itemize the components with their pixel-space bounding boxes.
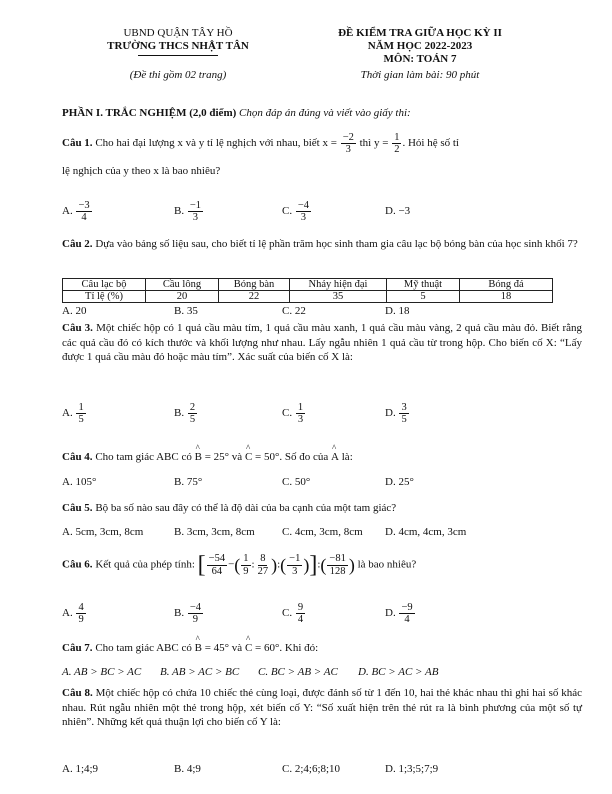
q4-option-d[interactable]: D. 25° bbox=[385, 476, 414, 488]
q5-option-b[interactable]: B. 3cm, 3cm, 8cm bbox=[174, 526, 255, 538]
table-cell: 18 bbox=[460, 291, 553, 303]
q6-option-a[interactable]: A. $\frac{4}{9}$ bbox=[62, 602, 84, 626]
q4-label: Câu 4. bbox=[62, 451, 93, 463]
q7-option-d[interactable]: D. BC > AC > AB bbox=[358, 666, 439, 678]
q5-option-c[interactable]: C. 4cm, 3cm, 8cm bbox=[282, 526, 363, 538]
subject: MÔN: TOÁN 7 bbox=[383, 53, 457, 65]
q7-option-a[interactable]: A. AB > BC > AC bbox=[62, 666, 142, 678]
q1-option-b[interactable]: B. $\frac{-1}{3}$ bbox=[174, 200, 202, 224]
q2-option-d[interactable]: D. 18 bbox=[385, 305, 410, 317]
duration: Thời gian làm bài: 90 phút bbox=[360, 69, 480, 81]
q2-option-a[interactable]: A. 20 bbox=[62, 305, 87, 317]
table-header-row bbox=[63, 279, 553, 291]
q5-option-a[interactable]: A. 5cm, 3cm, 8cm bbox=[62, 526, 144, 538]
angle-c: ^ C bbox=[245, 451, 252, 463]
q8-option-b[interactable]: B. 4;9 bbox=[174, 763, 201, 775]
school-year: NĂM HỌC 2022-2023 bbox=[367, 40, 473, 52]
exam-title: ĐỀ KIỂM TRA GIỮA HỌC KỲ II bbox=[338, 27, 502, 39]
table-row bbox=[63, 291, 553, 303]
angle-a: ^ A bbox=[331, 451, 339, 463]
q4-option-a[interactable]: A. 105° bbox=[62, 476, 97, 488]
q1-option-d[interactable]: D. −3 bbox=[385, 205, 411, 217]
q6-tail: là bao nhiêu? bbox=[357, 558, 417, 571]
q6-label: Câu 6. bbox=[62, 558, 93, 571]
q7-option-b[interactable]: B. AB > AC > BC bbox=[160, 666, 240, 678]
q6-option-b[interactable]: B. $\frac{-4}{9}$ bbox=[174, 602, 202, 626]
q3-label: Câu 3. bbox=[62, 322, 93, 334]
q6-option-c[interactable]: C. $\frac{9}{4}$ bbox=[282, 602, 304, 626]
header-school: TRƯỜNG THCS NHẬT TÂN bbox=[107, 40, 249, 52]
q5-option-d[interactable]: D. 4cm, 4cm, 3cm bbox=[385, 526, 467, 538]
table-cell: Cầu lông bbox=[146, 279, 219, 291]
table-cell: Mỹ thuật bbox=[387, 279, 460, 291]
q2-text: Dựa vào bảng số liệu sau, cho biết tỉ lệ phần trăm học sinh tham gia câu lạc bộ bóng bàn của học sinh khối 7? bbox=[95, 238, 578, 250]
table-cell: Nhảy hiện đại bbox=[290, 279, 387, 291]
angle-b: ^ B bbox=[195, 642, 202, 654]
q8-statement bbox=[62, 686, 582, 730]
q1-text-c: . Hỏi hệ số tỉ bbox=[402, 137, 459, 150]
q5-statement bbox=[62, 502, 396, 514]
q1-option-c[interactable]: C. $\frac{-4}{3}$ bbox=[282, 200, 310, 224]
q8-option-c[interactable]: C. 2;4;6;8;10 bbox=[282, 763, 341, 775]
q3-option-b[interactable]: B. $\frac{2}{5}$ bbox=[174, 402, 196, 426]
q6-statement: Câu 6. Kết quả của phép tính: [ $\frac{-54}{64}$ −( $\frac{1}{9}$ : $\frac{8}{27}$ ):( $\frac{-1}{3}$ )]:( $\frac{-81}{128}$ ) là bao nhiêu? bbox=[62, 552, 417, 578]
angle-c: ^ C bbox=[245, 642, 252, 654]
q1-text-a: Cho hai đại lượng x và y tỉ lệ nghịch với nhau, biết x = bbox=[95, 137, 337, 150]
q6-option-d[interactable]: D. $\frac{-9}{4}$ bbox=[385, 602, 413, 626]
q8-label: Câu 8. bbox=[62, 687, 93, 699]
q1-line2: lệ nghịch của y theo x là bao nhiêu? bbox=[62, 165, 221, 177]
table-cell: 35 bbox=[290, 291, 387, 303]
q8-option-a[interactable]: A. 1;4;9 bbox=[62, 763, 99, 775]
q6-text: Kết quả của phép tính: bbox=[95, 558, 195, 571]
q8-option-d[interactable]: D. 1;3;5;7;9 bbox=[385, 763, 439, 775]
q2-label: Câu 2. bbox=[62, 238, 93, 250]
q8-text: Một chiếc hộp có chứa 10 chiếc thẻ cùng loại, được đánh số từ 1 đến 10, hai thẻ khác nhau thì ghi hai số khác nhau. Rút ngẫu nhiên một thẻ trong hộp, xét biến cố Y: “Số xuất hiện trên thẻ rút ra là bình phương của một số tự nhiên”. Những kết quả thuận lợi cho biến cố Y là: bbox=[62, 687, 583, 728]
q4-option-c[interactable]: C. 50° bbox=[282, 476, 311, 488]
header-underline bbox=[138, 55, 218, 56]
q1-statement bbox=[62, 132, 459, 155]
table-cell: Tỉ lệ (%) bbox=[63, 291, 146, 303]
q5-text: Bộ ba số nào sau đây có thể là độ dài của ba cạnh của một tam giác? bbox=[95, 502, 397, 514]
q3-option-c[interactable]: C. $\frac{1}{3}$ bbox=[282, 402, 304, 426]
q5-label: Câu 5. bbox=[62, 502, 93, 514]
table-cell: Bóng đá bbox=[460, 279, 553, 291]
q4-statement: Câu 4. Cho tam giác ABC có ^ B = 25° và ^ C = 50°. Số đo của ^ A là: bbox=[62, 451, 353, 463]
section-title: PHẦN I. TRẮC NGHIỆM (2,0 điểm) bbox=[62, 107, 237, 119]
q1-x-den: 3 bbox=[345, 144, 351, 156]
section-heading bbox=[62, 107, 411, 119]
q3-option-a[interactable]: A. $\frac{1}{5}$ bbox=[62, 402, 84, 426]
q7-label: Câu 7. bbox=[62, 642, 93, 654]
q2-table bbox=[62, 278, 553, 303]
q1-label: Câu 1. bbox=[62, 137, 93, 150]
q3-option-d[interactable]: D. $\frac{3}{5}$ bbox=[385, 402, 407, 426]
q2-option-b[interactable]: B. 35 bbox=[174, 305, 198, 317]
q7-option-c[interactable]: C. BC > AB > AC bbox=[258, 666, 338, 678]
q1-y-num: 1 bbox=[394, 132, 400, 143]
q3-text: Một chiếc hộp có 1 quả cầu màu tím, 1 quả cầu màu xanh, 1 quả cầu màu vàng, 2 quả cầu màu đỏ. Biết rằng các quả cầu đó có kích thước và khối lượng như nhau. Lấy ngẫu nhiên 1 quả cầu từ trong hộp. Cho biến cố X: “Lấy được 1 quả cầu màu đỏ hoặc màu tím”. Xác suất của biến cố X là: bbox=[62, 322, 583, 363]
q1-text-b: thì y = bbox=[359, 137, 389, 150]
q2-option-c[interactable]: C. 22 bbox=[282, 305, 306, 317]
table-cell: Câu lạc bộ bbox=[63, 279, 146, 291]
q1-x-num: −2 bbox=[342, 132, 354, 143]
angle-b: ^ B bbox=[195, 451, 202, 463]
table-cell: Bóng bàn bbox=[219, 279, 290, 291]
header-pages-note: (Đề thi gồm 02 trang) bbox=[129, 69, 227, 81]
section-instruction: Chọn đáp án đúng và viết vào giấy thi: bbox=[239, 107, 411, 119]
q3-statement bbox=[62, 321, 582, 365]
q7-statement: Câu 7. Cho tam giác ABC có ^ B = 45° và ^ C = 60°. Khi đó: bbox=[62, 642, 318, 654]
q4-option-b[interactable]: B. 75° bbox=[174, 476, 203, 488]
table-cell: 22 bbox=[219, 291, 290, 303]
q2-statement bbox=[62, 237, 582, 252]
q1-y-den: 2 bbox=[394, 144, 400, 156]
q1-option-a[interactable]: A. $\frac{-3}{4}$ bbox=[62, 200, 90, 224]
header-district: UBND QUẬN TÂY HỒ bbox=[123, 27, 233, 39]
table-cell: 20 bbox=[146, 291, 219, 303]
table-cell: 5 bbox=[387, 291, 460, 303]
